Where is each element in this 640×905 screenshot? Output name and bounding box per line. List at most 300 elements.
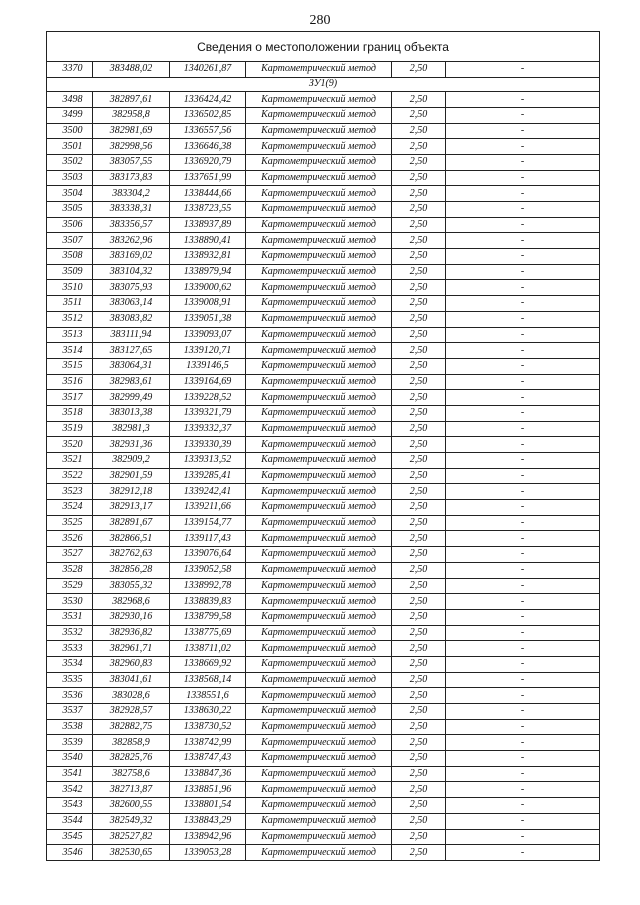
point-number: 3523 <box>47 484 93 500</box>
description: - <box>446 656 600 672</box>
coordinate-y: 1339051,38 <box>170 311 246 327</box>
point-number: 3531 <box>47 609 93 625</box>
table-row <box>47 672 600 688</box>
description: - <box>446 641 600 657</box>
coordinate-y: 1336502,85 <box>170 107 246 123</box>
accuracy: 2,50 <box>392 390 446 406</box>
description: - <box>446 688 600 704</box>
accuracy: 2,50 <box>392 311 446 327</box>
accuracy: 2,50 <box>392 358 446 374</box>
point-number: 3530 <box>47 594 93 610</box>
coordinate-x: 383173,83 <box>93 170 170 186</box>
table-row <box>47 484 600 500</box>
point-number: 3545 <box>47 829 93 845</box>
coordinate-y: 1339146,5 <box>170 358 246 374</box>
coordinate-y: 1339313,52 <box>170 453 246 469</box>
coordinate-x: 382983,61 <box>93 374 170 390</box>
method: Картометрический метод <box>246 107 392 123</box>
table-row <box>47 390 600 406</box>
method: Картометрический метод <box>246 154 392 170</box>
accuracy: 2,50 <box>392 547 446 563</box>
point-number: 3370 <box>47 62 93 78</box>
description: - <box>446 813 600 829</box>
accuracy: 2,50 <box>392 264 446 280</box>
point-number: 3526 <box>47 531 93 547</box>
coordinate-y: 1338843,29 <box>170 813 246 829</box>
coordinate-y: 1338799,58 <box>170 609 246 625</box>
point-number: 3541 <box>47 766 93 782</box>
method: Картометрический метод <box>246 766 392 782</box>
coordinate-x: 382930,16 <box>93 609 170 625</box>
accuracy: 2,50 <box>392 405 446 421</box>
table-row <box>47 688 600 704</box>
coordinate-x: 383338,31 <box>93 202 170 218</box>
description: - <box>446 547 600 563</box>
table-row <box>47 92 600 108</box>
coordinate-y: 1336557,56 <box>170 123 246 139</box>
coordinate-x: 383028,6 <box>93 688 170 704</box>
coordinate-x: 382600,55 <box>93 798 170 814</box>
table-row <box>47 249 600 265</box>
accuracy: 2,50 <box>392 515 446 531</box>
coordinate-x: 383064,31 <box>93 358 170 374</box>
coordinate-x: 382527,82 <box>93 829 170 845</box>
coordinate-y: 1338568,14 <box>170 672 246 688</box>
method: Картометрический метод <box>246 437 392 453</box>
method: Картометрический метод <box>246 468 392 484</box>
accuracy: 2,50 <box>392 217 446 233</box>
point-number: 3539 <box>47 735 93 751</box>
method: Картометрический метод <box>246 672 392 688</box>
section-row <box>47 77 600 92</box>
description: - <box>446 374 600 390</box>
method: Картометрический метод <box>246 421 392 437</box>
method: Картометрический метод <box>246 358 392 374</box>
coordinate-y: 1339164,69 <box>170 374 246 390</box>
description: - <box>446 327 600 343</box>
description: - <box>446 405 600 421</box>
accuracy: 2,50 <box>392 641 446 657</box>
coordinate-y: 1338747,43 <box>170 751 246 767</box>
description: - <box>446 421 600 437</box>
description: - <box>446 202 600 218</box>
accuracy: 2,50 <box>392 139 446 155</box>
coordinate-y: 1338551,6 <box>170 688 246 704</box>
coordinate-x: 383083,82 <box>93 311 170 327</box>
coordinate-x: 383262,96 <box>93 233 170 249</box>
point-number: 3527 <box>47 547 93 563</box>
table-row <box>47 358 600 374</box>
coordinate-y: 1339332,37 <box>170 421 246 437</box>
accuracy: 2,50 <box>392 62 446 78</box>
accuracy: 2,50 <box>392 154 446 170</box>
point-number: 3520 <box>47 437 93 453</box>
coordinate-y: 1338444,66 <box>170 186 246 202</box>
description: - <box>446 233 600 249</box>
accuracy: 2,50 <box>392 327 446 343</box>
coordinate-x: 382998,56 <box>93 139 170 155</box>
accuracy: 2,50 <box>392 531 446 547</box>
accuracy: 2,50 <box>392 468 446 484</box>
point-number: 3516 <box>47 374 93 390</box>
accuracy: 2,50 <box>392 766 446 782</box>
accuracy: 2,50 <box>392 672 446 688</box>
coordinate-x: 383063,14 <box>93 296 170 312</box>
page-number: 280 <box>309 13 331 28</box>
coordinate-y: 1339117,43 <box>170 531 246 547</box>
point-number: 3533 <box>47 641 93 657</box>
description: - <box>446 594 600 610</box>
description: - <box>446 453 600 469</box>
coordinate-y: 1338630,22 <box>170 704 246 720</box>
coordinate-x: 382858,9 <box>93 735 170 751</box>
method: Картометрический метод <box>246 374 392 390</box>
boundary-coordinates-table <box>46 31 600 861</box>
coordinate-y: 1338730,52 <box>170 719 246 735</box>
coordinate-y: 1338723,55 <box>170 202 246 218</box>
method: Картометрический метод <box>246 594 392 610</box>
table-row <box>47 531 600 547</box>
table-row <box>47 421 600 437</box>
description: - <box>446 609 600 625</box>
description: - <box>446 735 600 751</box>
coordinate-y: 1339052,58 <box>170 562 246 578</box>
method: Картометрический метод <box>246 484 392 500</box>
coordinate-x: 382999,49 <box>93 390 170 406</box>
description: - <box>446 139 600 155</box>
coordinate-y: 1339053,28 <box>170 845 246 861</box>
point-number: 3535 <box>47 672 93 688</box>
table-title: Сведения о местоположении границ объекта <box>47 32 600 62</box>
accuracy: 2,50 <box>392 437 446 453</box>
description: - <box>446 249 600 265</box>
coordinate-x: 383127,65 <box>93 343 170 359</box>
method: Картометрический метод <box>246 829 392 845</box>
method: Картометрический метод <box>246 656 392 672</box>
coordinate-x: 382713,87 <box>93 782 170 798</box>
table-title-row <box>47 32 600 62</box>
method: Картометрический метод <box>246 562 392 578</box>
table-row <box>47 170 600 186</box>
coordinate-x: 382882,75 <box>93 719 170 735</box>
coordinate-y: 1338979,94 <box>170 264 246 280</box>
coordinate-y: 1339000,62 <box>170 280 246 296</box>
accuracy: 2,50 <box>392 751 446 767</box>
coordinate-y: 1338669,92 <box>170 656 246 672</box>
point-number: 3513 <box>47 327 93 343</box>
table-row <box>47 264 600 280</box>
method: Картометрический метод <box>246 233 392 249</box>
description: - <box>446 437 600 453</box>
point-number: 3502 <box>47 154 93 170</box>
table-row <box>47 202 600 218</box>
coordinate-x: 382897,61 <box>93 92 170 108</box>
table-row <box>47 625 600 641</box>
table-row <box>47 139 600 155</box>
point-number: 3498 <box>47 92 93 108</box>
point-number: 3525 <box>47 515 93 531</box>
accuracy: 2,50 <box>392 343 446 359</box>
method: Картометрический метод <box>246 578 392 594</box>
point-number: 3536 <box>47 688 93 704</box>
table-row <box>47 829 600 845</box>
coordinate-x: 382981,3 <box>93 421 170 437</box>
point-number: 3501 <box>47 139 93 155</box>
coordinate-y: 1339285,41 <box>170 468 246 484</box>
method: Картометрический метод <box>246 202 392 218</box>
coordinate-x: 382912,18 <box>93 484 170 500</box>
accuracy: 2,50 <box>392 704 446 720</box>
coordinate-y: 1338839,83 <box>170 594 246 610</box>
method: Картометрический метод <box>246 453 392 469</box>
method: Картометрический метод <box>246 625 392 641</box>
coordinate-x: 382530,65 <box>93 845 170 861</box>
point-number: 3519 <box>47 421 93 437</box>
point-number: 3505 <box>47 202 93 218</box>
accuracy: 2,50 <box>392 421 446 437</box>
coordinate-y: 1336646,38 <box>170 139 246 155</box>
method: Картометрический метод <box>246 751 392 767</box>
method: Картометрический метод <box>246 343 392 359</box>
coordinate-x: 382961,71 <box>93 641 170 657</box>
section-label: ЗУ1(9) <box>47 77 600 92</box>
point-number: 3517 <box>47 390 93 406</box>
point-number: 3508 <box>47 249 93 265</box>
table-row <box>47 813 600 829</box>
point-number: 3504 <box>47 186 93 202</box>
table-row <box>47 62 600 78</box>
description: - <box>446 578 600 594</box>
method: Картометрический метод <box>246 719 392 735</box>
accuracy: 2,50 <box>392 453 446 469</box>
coordinate-x: 382936,82 <box>93 625 170 641</box>
point-number: 3500 <box>47 123 93 139</box>
accuracy: 2,50 <box>392 798 446 814</box>
table-row <box>47 405 600 421</box>
table-row <box>47 500 600 516</box>
accuracy: 2,50 <box>392 719 446 735</box>
coordinate-x: 383356,57 <box>93 217 170 233</box>
point-number: 3540 <box>47 751 93 767</box>
coordinate-y: 1338992,78 <box>170 578 246 594</box>
point-number: 3514 <box>47 343 93 359</box>
coordinate-y: 1339330,39 <box>170 437 246 453</box>
method: Картометрический метод <box>246 735 392 751</box>
accuracy: 2,50 <box>392 170 446 186</box>
point-number: 3529 <box>47 578 93 594</box>
table-row <box>47 719 600 735</box>
point-number: 3532 <box>47 625 93 641</box>
point-number: 3534 <box>47 656 93 672</box>
accuracy: 2,50 <box>392 233 446 249</box>
method: Картометрический метод <box>246 390 392 406</box>
coordinate-x: 382931,36 <box>93 437 170 453</box>
method: Картометрический метод <box>246 264 392 280</box>
point-number: 3506 <box>47 217 93 233</box>
table-row <box>47 217 600 233</box>
accuracy: 2,50 <box>392 484 446 500</box>
table-row <box>47 374 600 390</box>
point-number: 3503 <box>47 170 93 186</box>
table-row <box>47 327 600 343</box>
coordinate-y: 1337651,99 <box>170 170 246 186</box>
coordinate-y: 1339211,66 <box>170 500 246 516</box>
accuracy: 2,50 <box>392 562 446 578</box>
coordinate-y: 1338711,02 <box>170 641 246 657</box>
coordinate-x: 382866,51 <box>93 531 170 547</box>
point-number: 3524 <box>47 500 93 516</box>
description: - <box>446 782 600 798</box>
table-row <box>47 468 600 484</box>
description: - <box>446 390 600 406</box>
coordinate-y: 1338775,69 <box>170 625 246 641</box>
coordinate-x: 382758,6 <box>93 766 170 782</box>
accuracy: 2,50 <box>392 92 446 108</box>
accuracy: 2,50 <box>392 735 446 751</box>
method: Картометрический метод <box>246 139 392 155</box>
coordinate-x: 383041,61 <box>93 672 170 688</box>
point-number: 3542 <box>47 782 93 798</box>
point-number: 3546 <box>47 845 93 861</box>
point-number: 3538 <box>47 719 93 735</box>
method: Картометрический метод <box>246 249 392 265</box>
table-row <box>47 515 600 531</box>
coordinate-x: 383057,55 <box>93 154 170 170</box>
coordinate-x: 382549,32 <box>93 813 170 829</box>
point-number: 3499 <box>47 107 93 123</box>
accuracy: 2,50 <box>392 202 446 218</box>
method: Картометрический метод <box>246 641 392 657</box>
table-row <box>47 735 600 751</box>
coordinate-y: 1339228,52 <box>170 390 246 406</box>
table-row <box>47 641 600 657</box>
method: Картометрический метод <box>246 609 392 625</box>
method: Картометрический метод <box>246 217 392 233</box>
method: Картометрический метод <box>246 845 392 861</box>
point-number: 3515 <box>47 358 93 374</box>
description: - <box>446 766 600 782</box>
accuracy: 2,50 <box>392 829 446 845</box>
table-row <box>47 609 600 625</box>
accuracy: 2,50 <box>392 280 446 296</box>
point-number: 3522 <box>47 468 93 484</box>
description: - <box>446 358 600 374</box>
accuracy: 2,50 <box>392 500 446 516</box>
coordinate-y: 1338851,96 <box>170 782 246 798</box>
coordinate-x: 383013,38 <box>93 405 170 421</box>
table-row <box>47 123 600 139</box>
description: - <box>446 845 600 861</box>
description: - <box>446 468 600 484</box>
accuracy: 2,50 <box>392 249 446 265</box>
method: Картометрический метод <box>246 296 392 312</box>
accuracy: 2,50 <box>392 782 446 798</box>
method: Картометрический метод <box>246 311 392 327</box>
method: Картометрический метод <box>246 123 392 139</box>
table-row <box>47 562 600 578</box>
method: Картометрический метод <box>246 798 392 814</box>
method: Картометрический метод <box>246 500 392 516</box>
description: - <box>446 154 600 170</box>
coordinate-y: 1336424,42 <box>170 92 246 108</box>
table-row <box>47 751 600 767</box>
description: - <box>446 170 600 186</box>
point-number: 3507 <box>47 233 93 249</box>
method: Картометрический метод <box>246 688 392 704</box>
description: - <box>446 217 600 233</box>
coordinate-x: 382981,69 <box>93 123 170 139</box>
point-number: 3528 <box>47 562 93 578</box>
description: - <box>446 186 600 202</box>
table-row <box>47 311 600 327</box>
accuracy: 2,50 <box>392 625 446 641</box>
description: - <box>446 280 600 296</box>
description: - <box>446 311 600 327</box>
table-row <box>47 578 600 594</box>
table-row <box>47 437 600 453</box>
coordinate-x: 383104,32 <box>93 264 170 280</box>
accuracy: 2,50 <box>392 688 446 704</box>
coordinate-x: 382825,76 <box>93 751 170 767</box>
coordinate-x: 382913,17 <box>93 500 170 516</box>
method: Картометрический метод <box>246 186 392 202</box>
method: Картометрический метод <box>246 405 392 421</box>
coordinate-x: 382928,57 <box>93 704 170 720</box>
coordinate-x: 382762,63 <box>93 547 170 563</box>
method: Картометрический метод <box>246 92 392 108</box>
table-row <box>47 704 600 720</box>
method: Картометрический метод <box>246 280 392 296</box>
accuracy: 2,50 <box>392 594 446 610</box>
description: - <box>446 92 600 108</box>
description: - <box>446 343 600 359</box>
table-row <box>47 233 600 249</box>
table-row <box>47 343 600 359</box>
coordinate-y: 1338942,96 <box>170 829 246 845</box>
point-number: 3543 <box>47 798 93 814</box>
accuracy: 2,50 <box>392 186 446 202</box>
method: Картометрический метод <box>246 515 392 531</box>
description: - <box>446 704 600 720</box>
coordinate-x: 382958,8 <box>93 107 170 123</box>
accuracy: 2,50 <box>392 107 446 123</box>
table-row <box>47 845 600 861</box>
method: Картометрический метод <box>246 62 392 78</box>
point-number: 3521 <box>47 453 93 469</box>
accuracy: 2,50 <box>392 609 446 625</box>
table-row <box>47 766 600 782</box>
description: - <box>446 798 600 814</box>
accuracy: 2,50 <box>392 578 446 594</box>
coordinate-y: 1340261,87 <box>170 62 246 78</box>
table-row <box>47 107 600 123</box>
coordinate-y: 1339076,64 <box>170 547 246 563</box>
point-number: 3537 <box>47 704 93 720</box>
description: - <box>446 123 600 139</box>
point-number: 3518 <box>47 405 93 421</box>
accuracy: 2,50 <box>392 656 446 672</box>
table-row <box>47 280 600 296</box>
point-number: 3511 <box>47 296 93 312</box>
table-row <box>47 453 600 469</box>
accuracy: 2,50 <box>392 123 446 139</box>
description: - <box>446 531 600 547</box>
description: - <box>446 625 600 641</box>
accuracy: 2,50 <box>392 296 446 312</box>
coordinate-x: 382968,6 <box>93 594 170 610</box>
coordinate-x: 382891,67 <box>93 515 170 531</box>
coordinate-y: 1336920,79 <box>170 154 246 170</box>
